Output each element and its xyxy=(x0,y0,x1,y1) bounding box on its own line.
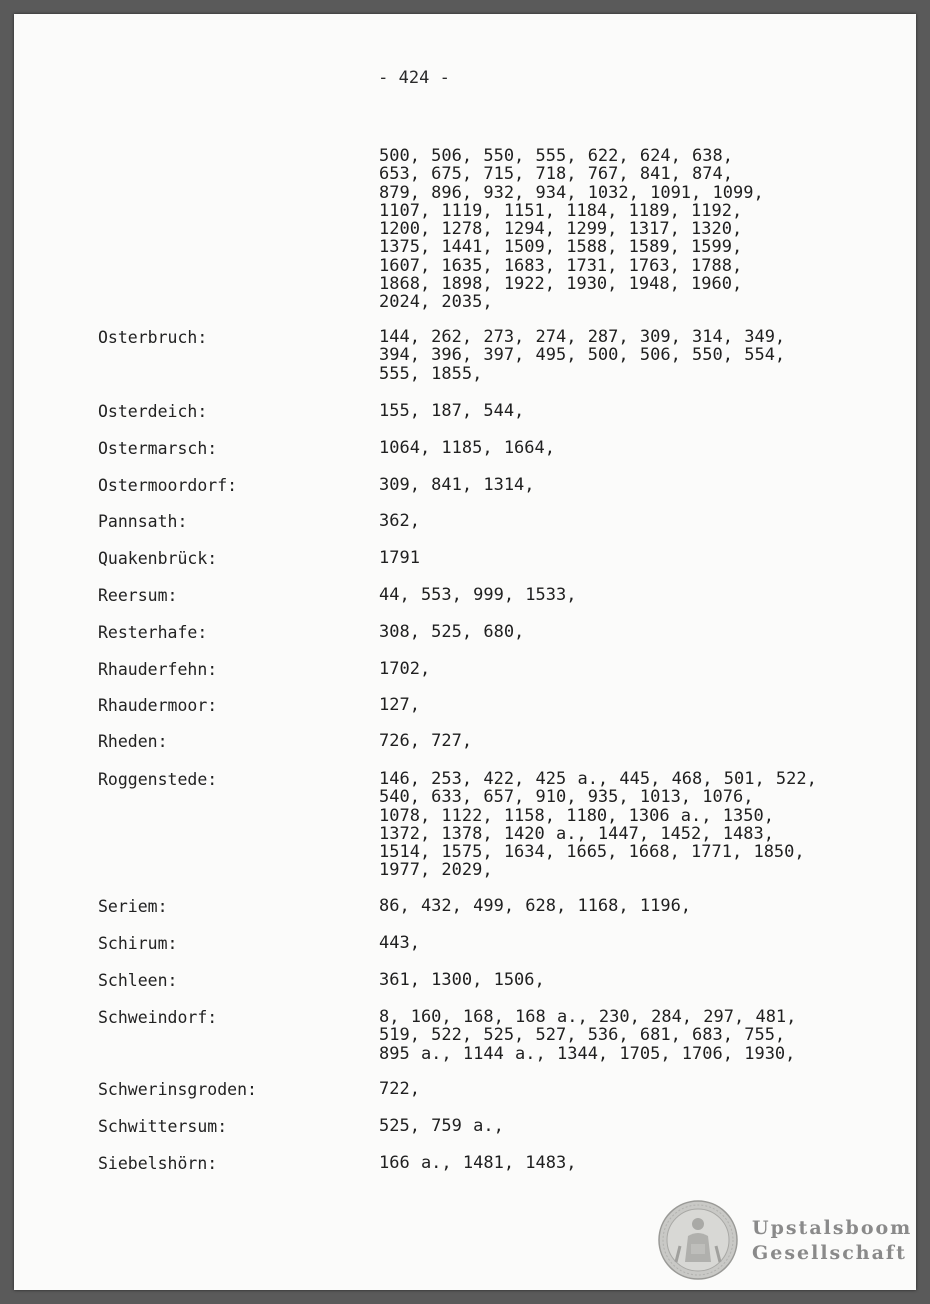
place-name: Schwittersum: xyxy=(98,1117,228,1136)
reference-numbers: 525, 759 a., xyxy=(379,1116,504,1136)
place-name: Pannsath: xyxy=(98,512,188,531)
place-name: Roggenstede: xyxy=(98,770,218,789)
place-name: Ostermarsch: xyxy=(98,439,218,458)
place-name: Rhaudermoor: xyxy=(98,696,218,715)
reference-numbers: 308, 525, 680, xyxy=(379,622,525,642)
watermark-line-2: Gesellschaft xyxy=(752,1242,907,1264)
place-name: Schleen: xyxy=(98,971,178,990)
reference-numbers: 1702, xyxy=(379,659,431,679)
reference-numbers: 362, xyxy=(379,511,420,531)
reference-numbers: 8, 160, 168, 168 a., 230, 284, 297, 481, 519, 522, 525, 527, 536, 681, 683, 755, 895 a., 1144 a., 1344, 1705, 1706, 1930, xyxy=(379,1007,797,1064)
reference-numbers: 1064, 1185, 1664, xyxy=(379,438,555,458)
document-page xyxy=(14,14,916,1290)
reference-numbers: 144, 262, 273, 274, 287, 309, 314, 349, 394, 396, 397, 495, 500, 506, 550, 554, 555, 1855, xyxy=(379,327,786,384)
place-name: Schweindorf: xyxy=(98,1008,218,1027)
reference-numbers: 127, xyxy=(379,695,420,715)
page-number: - 424 - xyxy=(378,68,450,88)
place-name: Osterdeich: xyxy=(98,402,208,421)
reference-numbers: 86, 432, 499, 628, 1168, 1196, xyxy=(379,896,692,916)
reference-numbers: 1791 xyxy=(379,548,420,568)
place-name: Schwerinsgroden: xyxy=(98,1080,257,1099)
place-name: Reersum: xyxy=(98,586,178,605)
place-name: Quakenbrück: xyxy=(98,549,218,568)
place-name: Seriem: xyxy=(98,897,168,916)
place-name: Siebelshörn: xyxy=(98,1154,218,1173)
place-name: Osterbruch: xyxy=(98,328,208,347)
reference-numbers: 44, 553, 999, 1533, xyxy=(379,585,577,605)
place-name: Schirum: xyxy=(98,934,178,953)
watermark-brand xyxy=(752,1216,912,1266)
reference-numbers: 309, 841, 1314, xyxy=(379,475,535,495)
reference-numbers: 726, 727, xyxy=(379,731,473,751)
reference-numbers: 361, 1300, 1506, xyxy=(379,970,545,990)
place-name: Rheden: xyxy=(98,732,168,751)
reference-numbers: 155, 187, 544, xyxy=(379,401,525,421)
place-name: Ostermoordorf: xyxy=(98,476,238,495)
seal-logo-icon xyxy=(658,1200,738,1280)
continuation-references: 500, 506, 550, 555, 622, 624, 638, 653, 675, 715, 718, 767, 841, 874, 879, 896, 932, 934, 1032, 1091, 1099, 1107, 1119, 1151, 1184, 1189, 1192, 1200, 1278, 1294, 1299, 1317, 1320, 1375, 1441, 1509, 1588, 1589, 1599, 1607, 1635, 1683, 1731, 1763, 1788, 1868, 1898, 1922, 1930, 1948, 1960, 2024, 2035, xyxy=(379,146,764,313)
reference-numbers: 443, xyxy=(379,933,420,953)
reference-numbers: 146, 253, 422, 425 a., 445, 468, 501, 522, 540, 633, 657, 910, 935, 1013, 1076, 1078, 1122, 1158, 1180, 1306 a., 1350, 1372, 1378, 1420 a., 1447, 1452, 1483, 1514, 1575, 1634, 1665, 1668, 1771, 1850, 1977, 2029, xyxy=(379,769,817,881)
watermark-line-1: Upstalsboom xyxy=(752,1217,913,1239)
reference-numbers: 722, xyxy=(379,1079,420,1099)
place-name: Rhauderfehn: xyxy=(98,660,218,679)
place-name: Resterhafe: xyxy=(98,623,208,642)
reference-numbers: 166 a., 1481, 1483, xyxy=(379,1153,577,1173)
